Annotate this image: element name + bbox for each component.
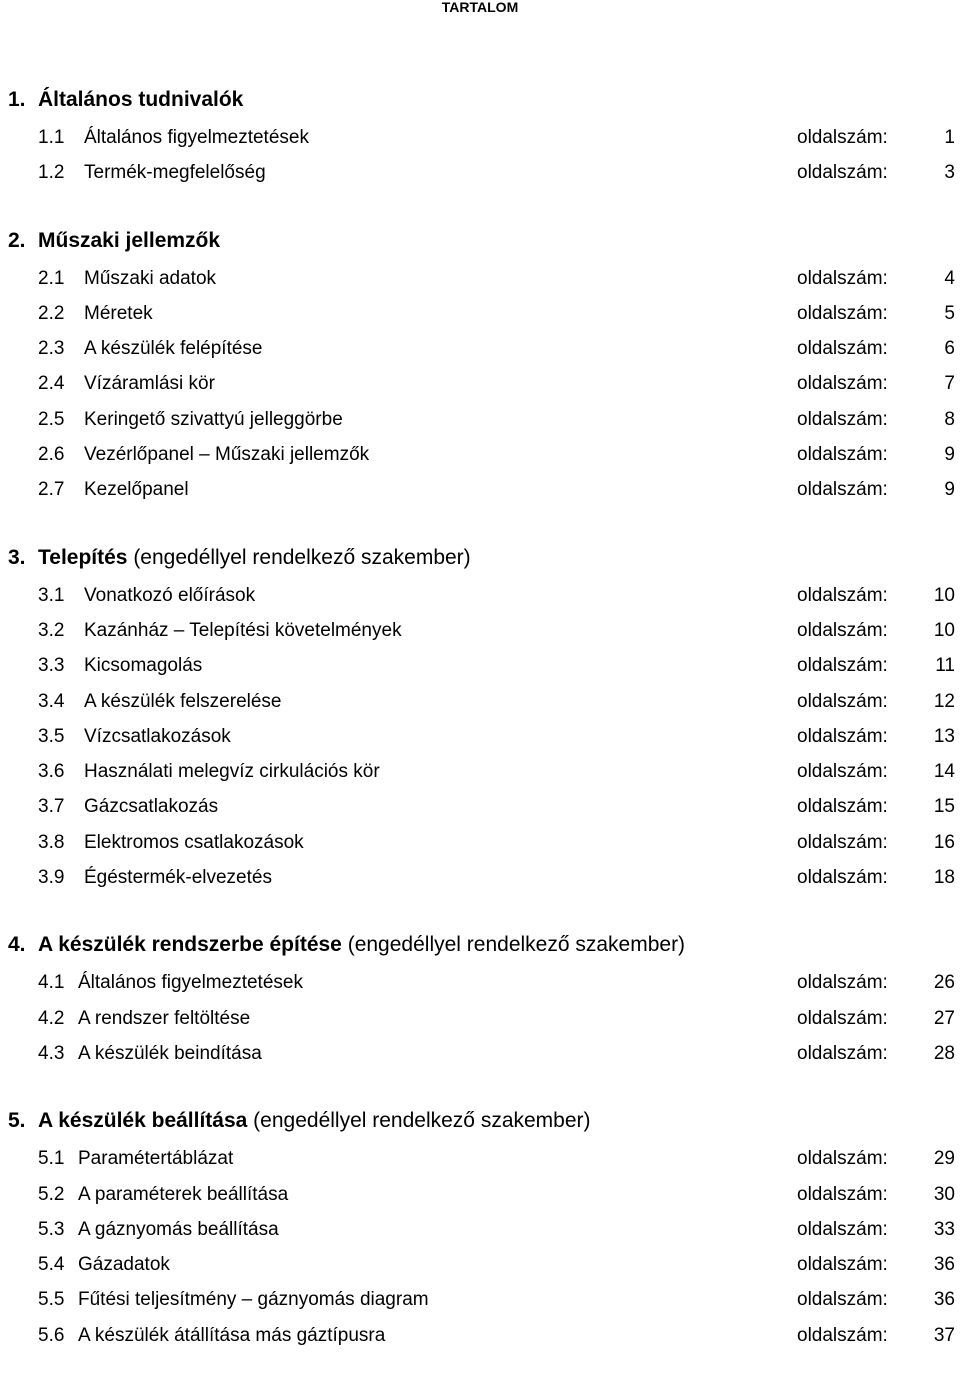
toc-entry[interactable] (0, 1177, 960, 1212)
section-number: 3. (8, 545, 26, 569)
section-title-bold: A készülék rendszerbe építése (38, 933, 342, 957)
entry-number: 3.1 (38, 584, 65, 606)
entry-title: Kicsomagolás (84, 655, 203, 677)
toc-entry[interactable] (0, 261, 960, 296)
entry-number: 5.5 (38, 1289, 65, 1311)
entry-page-number: 13 (933, 725, 955, 747)
entry-page-number: 10 (933, 584, 955, 606)
table-of-contents (0, 84, 960, 1387)
entry-page-number: 27 (933, 1007, 955, 1029)
entry-number: 2.7 (38, 479, 65, 501)
entry-page-label: oldalszám: (797, 162, 888, 184)
entry-title: A készülék beindítása (78, 1042, 262, 1064)
entry-page-number: 6 (944, 338, 955, 360)
toc-entry[interactable] (0, 1141, 960, 1176)
toc-section (0, 225, 960, 508)
entry-page-number: 15 (933, 796, 955, 818)
entry-number: 4.1 (38, 972, 65, 994)
toc-entry[interactable] (0, 296, 960, 331)
section-heading[interactable] (0, 1105, 960, 1141)
entry-page-label: oldalszám: (797, 655, 888, 677)
entry-title: Fűtési teljesítmény – gáznyomás diagram (78, 1289, 429, 1311)
entry-title: Méretek (84, 302, 153, 324)
entry-title: A rendszer feltöltése (78, 1007, 251, 1029)
entry-title: Vezérlőpanel – Műszaki jellemzők (84, 444, 370, 466)
toc-entry[interactable] (0, 331, 960, 366)
entry-page-label: oldalszám: (797, 690, 888, 712)
entry-page-number: 26 (933, 972, 955, 994)
section-title-rest: (engedéllyel rendelkező szakember) (341, 933, 686, 957)
entry-number: 3.9 (38, 867, 65, 889)
entry-page-label: oldalszám: (797, 302, 888, 324)
entry-number: 1.2 (38, 162, 65, 184)
section-heading[interactable] (0, 929, 960, 965)
entry-title: Paramétertáblázat (78, 1148, 234, 1170)
entry-title: Vonatkozó előírások (84, 584, 256, 606)
entry-page-number: 28 (933, 1042, 955, 1064)
page-header-title: TARTALOM (441, 0, 519, 15)
entry-page-number: 30 (933, 1183, 955, 1205)
entry-page-number: 37 (933, 1324, 955, 1346)
entry-title: Gázcsatlakozás (84, 796, 219, 818)
entry-page-number: 29 (933, 1148, 955, 1170)
entry-number: 5.3 (38, 1218, 65, 1240)
entry-number: 3.8 (38, 831, 65, 853)
section-title-rest: (engedéllyel rendelkező szakember) (127, 545, 471, 569)
toc-entry[interactable] (0, 120, 960, 155)
entry-title: A paraméterek beállítása (78, 1183, 289, 1205)
toc-entry[interactable] (0, 1282, 960, 1317)
toc-entry[interactable] (0, 754, 960, 789)
entry-page-number: 3 (944, 162, 955, 184)
toc-entry[interactable] (0, 437, 960, 472)
entry-number: 1.1 (38, 127, 65, 148)
entry-page-label: oldalszám: (797, 479, 888, 501)
entry-page-number: 9 (944, 479, 955, 501)
entry-number: 3.4 (38, 690, 65, 712)
toc-entry[interactable] (0, 155, 960, 190)
toc-entry[interactable] (0, 578, 960, 613)
section-title (38, 933, 685, 957)
entry-page-number: 10 (933, 619, 955, 641)
section-title-bold: Általános tudnivalók (38, 88, 244, 111)
entry-page-number: 33 (933, 1218, 955, 1240)
entry-page-label: oldalszám: (797, 1289, 888, 1311)
entry-title: Elektromos csatlakozások (84, 831, 304, 853)
entry-number: 3.7 (38, 796, 65, 818)
section-title (38, 546, 471, 570)
entry-title: Kezelőpanel (84, 479, 189, 501)
section-heading[interactable] (0, 225, 960, 261)
entry-title: Használati melegvíz cirkulációs kör (84, 761, 380, 783)
entry-page-label: oldalszám: (797, 444, 888, 466)
entry-page-label: oldalszám: (797, 1007, 888, 1029)
entry-title: A készülék felszerelése (84, 690, 282, 712)
entry-number: 5.6 (38, 1324, 65, 1346)
entry-number: 2.1 (38, 267, 65, 289)
entry-page-number: 1 (944, 127, 955, 148)
entry-number: 2.4 (38, 373, 65, 395)
entry-page-label: oldalszám: (797, 584, 888, 606)
toc-section (0, 1105, 960, 1353)
entry-page-label: oldalszám: (797, 972, 888, 994)
entry-number: 2.3 (38, 338, 65, 360)
entry-page-number: 11 (935, 655, 955, 677)
section-heading[interactable] (0, 542, 960, 578)
entry-page-label: oldalszám: (797, 338, 888, 360)
entry-page-label: oldalszám: (797, 796, 888, 818)
entry-page-label: oldalszám: (797, 1254, 888, 1276)
entry-title: A gáznyomás beállítása (78, 1218, 279, 1240)
entry-page-label: oldalszám: (797, 1148, 888, 1170)
toc-entry[interactable] (0, 965, 960, 1000)
toc-entry[interactable] (0, 1247, 960, 1282)
section-heading[interactable] (0, 84, 960, 120)
entry-title: Kazánház – Telepítési követelmények (84, 619, 402, 641)
entry-title: Műszaki adatok (84, 267, 217, 289)
entry-number: 4.3 (38, 1042, 65, 1064)
entry-title: A készülék felépítése (84, 338, 263, 360)
section-title-bold: Műszaki jellemzők (38, 228, 221, 252)
entry-page-number: 12 (933, 690, 955, 712)
toc-entry[interactable] (0, 825, 960, 860)
entry-page-label: oldalszám: (797, 867, 888, 889)
section-title (38, 1109, 591, 1133)
entry-page-label: oldalszám: (797, 761, 888, 783)
entry-number: 5.1 (38, 1148, 65, 1170)
section-number: 4. (8, 933, 26, 957)
entry-number: 3.5 (38, 725, 65, 747)
toc-entry[interactable] (0, 472, 960, 507)
entry-page-label: oldalszám: (797, 127, 888, 148)
entry-page-number: 9 (944, 444, 955, 466)
entry-number: 5.4 (38, 1254, 65, 1276)
entry-page-label: oldalszám: (797, 1218, 888, 1240)
toc-entry[interactable] (0, 1036, 960, 1071)
toc-entry[interactable] (0, 860, 960, 895)
toc-entry[interactable] (0, 1318, 960, 1353)
entry-number: 2.6 (38, 444, 65, 466)
toc-entry[interactable] (0, 366, 960, 401)
entry-page-label: oldalszám: (797, 725, 888, 747)
entry-title: Általános figyelmeztetések (78, 972, 303, 994)
toc-section (0, 929, 960, 1071)
section-title-bold: Telepítés (38, 545, 128, 569)
entry-page-number: 18 (933, 867, 955, 889)
toc-entry[interactable] (0, 719, 960, 754)
section-title (38, 229, 220, 253)
entry-page-number: 14 (933, 761, 955, 783)
entry-title: Általános figyelmeztetések (84, 127, 309, 148)
entry-number: 4.2 (38, 1007, 65, 1029)
entry-title: Égéstermék-elvezetés (84, 867, 272, 889)
toc-section (0, 542, 960, 896)
entry-title: Vízcsatlakozások (84, 725, 231, 747)
entry-number: 3.6 (38, 761, 65, 783)
entry-number: 2.5 (38, 408, 65, 430)
toc-entry[interactable] (0, 789, 960, 824)
entry-title: A készülék átállítása más gáztípusra (78, 1324, 386, 1346)
entry-page-label: oldalszám: (797, 1042, 888, 1064)
section-title-bold: A készülék beállítása (38, 1109, 248, 1133)
entry-number: 3.2 (38, 619, 65, 641)
toc-entry[interactable] (0, 684, 960, 719)
entry-page-number: 4 (944, 267, 955, 289)
entry-page-number: 5 (944, 302, 955, 324)
entry-page-number: 7 (944, 373, 955, 395)
section-title (38, 88, 243, 112)
entry-page-label: oldalszám: (797, 831, 888, 853)
entry-page-number: 36 (933, 1254, 955, 1276)
section-number: 5. (8, 1109, 26, 1133)
entry-page-number: 8 (944, 408, 955, 430)
toc-section (0, 84, 960, 191)
entry-page-label: oldalszám: (797, 373, 888, 395)
entry-number: 5.2 (38, 1183, 65, 1205)
entry-page-label: oldalszám: (797, 1324, 888, 1346)
entry-title: Keringető szivattyú jelleggörbe (84, 408, 343, 430)
toc-entry[interactable] (0, 402, 960, 437)
section-title-rest: (engedéllyel rendelkező szakember) (247, 1109, 591, 1133)
toc-entry[interactable] (0, 1001, 960, 1036)
entry-page-number: 36 (933, 1289, 955, 1311)
entry-number: 2.2 (38, 302, 65, 324)
section-number: 2. (8, 228, 26, 252)
entry-title: Termék-megfelelőség (84, 162, 266, 184)
entry-page-label: oldalszám: (797, 619, 888, 641)
entry-page-number: 16 (933, 831, 955, 853)
entry-page-label: oldalszám: (797, 408, 888, 430)
entry-page-label: oldalszám: (797, 267, 888, 289)
toc-entry[interactable] (0, 648, 960, 683)
toc-entry[interactable] (0, 613, 960, 648)
entry-title: Vízáramlási kör (84, 373, 215, 395)
section-number: 1. (8, 88, 26, 111)
entry-page-label: oldalszám: (797, 1183, 888, 1205)
toc-entry[interactable] (0, 1212, 960, 1247)
entry-title: Gázadatok (78, 1254, 170, 1276)
entry-number: 3.3 (38, 655, 65, 677)
